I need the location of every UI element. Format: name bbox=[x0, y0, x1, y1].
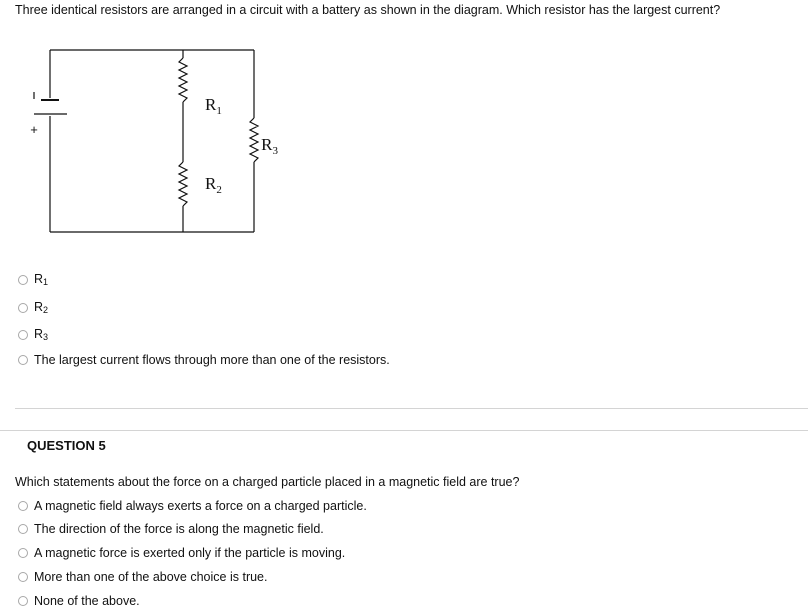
battery-plus-sign: + bbox=[30, 122, 38, 137]
q5-option-4[interactable] bbox=[18, 570, 267, 584]
q5-option-3[interactable] bbox=[18, 546, 345, 560]
q4-option-r3[interactable] bbox=[18, 327, 48, 342]
option-label: A magnetic force is exerted only if the particle is moving. bbox=[34, 546, 346, 560]
radio-button[interactable] bbox=[18, 548, 28, 558]
question-4-text: Three identical resistors are arranged in a circuit with a battery as shown in the diagram. Which resistor has the largest current? bbox=[15, 3, 721, 17]
q4-option-r2[interactable] bbox=[18, 300, 48, 315]
question-5-text: Which statements about the force on a charged particle placed in a magnetic field are true? bbox=[15, 475, 520, 489]
q5-option-5[interactable] bbox=[18, 594, 140, 608]
q5-option-2[interactable] bbox=[18, 522, 324, 536]
label-r3: $R_3$ bbox=[261, 135, 278, 157]
option-label: None of the above. bbox=[34, 594, 140, 608]
radio-button[interactable] bbox=[18, 501, 28, 511]
divider-line bbox=[15, 408, 808, 409]
radio-button[interactable] bbox=[18, 355, 28, 365]
radio-button[interactable] bbox=[18, 330, 28, 340]
resistor-r2-zigzag bbox=[179, 162, 187, 206]
radio-button[interactable] bbox=[18, 596, 28, 606]
option-label: More than one of the above choice is true. bbox=[34, 570, 268, 584]
circuit-diagram bbox=[25, 48, 278, 240]
resistor-r1-zigzag bbox=[179, 58, 187, 102]
label-r2: $R_2$ bbox=[205, 174, 222, 196]
option-label: The largest current flows through more than one of the resistors. bbox=[34, 353, 390, 367]
divider-line bbox=[0, 430, 808, 431]
q5-option-1[interactable] bbox=[18, 499, 367, 513]
option-label: $R_2$ bbox=[34, 300, 49, 315]
question-5-heading: QUESTION 5 bbox=[27, 438, 106, 453]
radio-button[interactable] bbox=[18, 275, 28, 285]
q4-option-r1[interactable] bbox=[18, 272, 48, 287]
radio-button[interactable] bbox=[18, 572, 28, 582]
label-r1: $R_1$ bbox=[205, 95, 222, 117]
option-label: $R_1$ bbox=[34, 272, 49, 287]
radio-button[interactable] bbox=[18, 303, 28, 313]
resistor-r3-zigzag bbox=[250, 118, 258, 162]
option-label: A magnetic field always exerts a force on a charged particle. bbox=[34, 499, 367, 513]
q4-option-more-than-one[interactable] bbox=[18, 353, 390, 367]
radio-button[interactable] bbox=[18, 524, 28, 534]
option-label: The direction of the force is along the magnetic field. bbox=[34, 522, 324, 536]
option-label: $R_3$ bbox=[34, 327, 49, 342]
